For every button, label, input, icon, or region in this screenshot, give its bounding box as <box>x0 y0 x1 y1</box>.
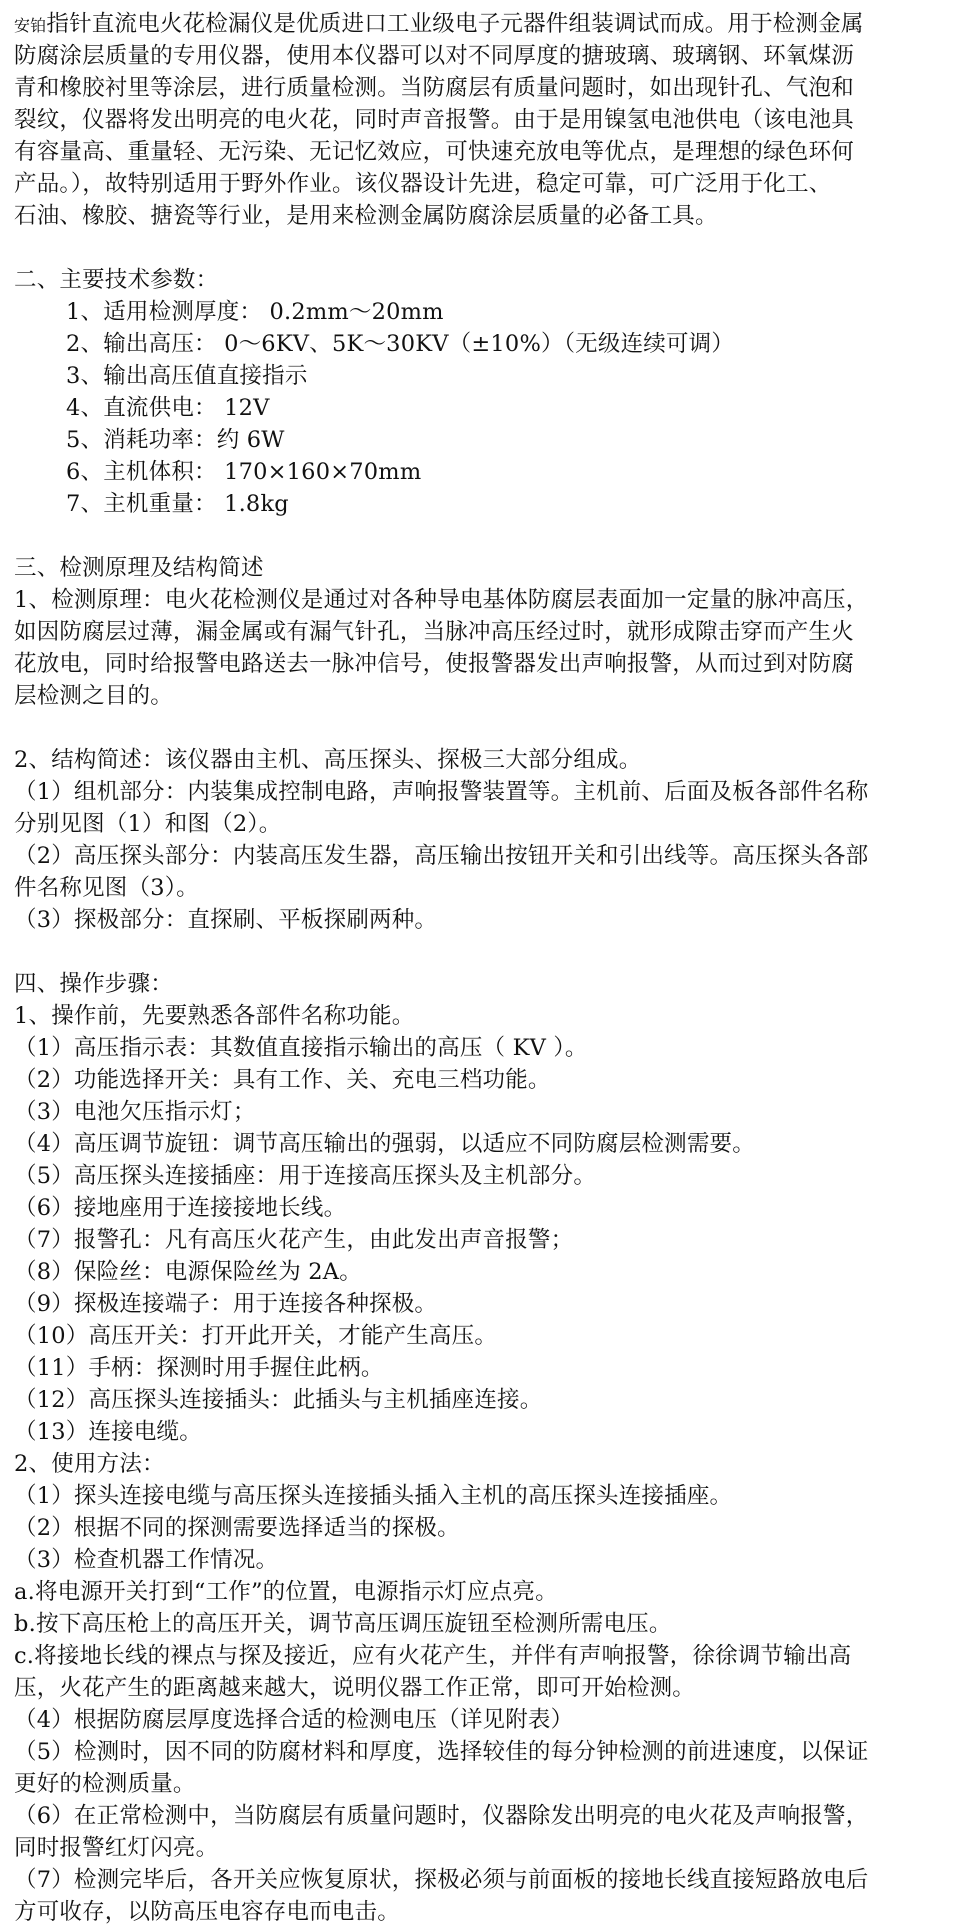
operation-line: （6）在正常检测中，当防腐层有质量问题时，仪器除发出明亮的电火花及声响报警， <box>14 1803 869 1829</box>
section-heading: 三、检测原理及结构简述 <box>14 555 264 581</box>
intro-line: 产品。），故特别适用于野外作业。该仪器设计先进，稳定可靠，可广泛用于化工、 <box>14 171 832 197</box>
structure-line: （3）探极部分：直探刷、平板探刷两种。 <box>14 907 438 933</box>
operation-line: （3）电池欠压指示灯； <box>14 1099 256 1125</box>
operation-line: （1）高压指示表：其数值直接指示输出的高压（ KV ）。 <box>14 1035 588 1061</box>
param-item: 1、适用检测厚度： 0.2mm～20mm <box>66 299 444 325</box>
operation-line: （10）高压开关：打开此开关，才能产生高压。 <box>14 1323 498 1349</box>
param-item: 5、消耗功率：约 6W <box>66 427 285 453</box>
intro-line: 青和橡胶衬里等涂层，进行质量检测。当防腐层有质量问题时，如出现针孔、气泡和 <box>14 75 854 101</box>
operation-line: 2、使用方法： <box>14 1451 165 1477</box>
principle-line: 花放电，同时给报警电路送去一脉冲信号，使报警器发出声响报警，从而过到对防腐 <box>14 651 854 677</box>
intro-line: 防腐涂层质量的专用仪器，使用本仪器可以对不同厚度的搪玻璃、玻璃钢、环氧煤沥 <box>14 43 854 69</box>
intro-line: 裂纹，仪器将发出明亮的电火花，同时声音报警。由于是用镍氢电池供电（该电池具 <box>14 107 854 133</box>
structure-line: 分别见图（1）和图（2）。 <box>14 811 282 837</box>
operation-line: （5）检测时，因不同的防腐材料和厚度，选择较佳的每分钟检测的前进速度，以保证 <box>14 1739 869 1765</box>
operation-line: （5）高压探头连接插座：用于连接高压探头及主机部分。 <box>14 1163 597 1189</box>
operation-line: （13）连接电缆。 <box>14 1419 202 1445</box>
structure-line: （1）组机部分：内装集成控制电路，声响报警装置等。主机前、后面及板各部件名称 <box>14 779 869 805</box>
intro-line <box>14 8 966 40</box>
principle-line: 如因防腐层过薄，漏金属或有漏气针孔，当脉冲高压经过时，就形成隙击穿而产生火 <box>14 619 854 645</box>
spacer <box>14 936 966 968</box>
section-heading: 四、操作步骤： <box>14 971 173 997</box>
section-principle <box>14 552 966 712</box>
spacer <box>14 712 966 744</box>
operation-line: （7）检测完毕后，各开关应恢复原状，探极必须与前面板的接地长线直接短路放电后 <box>14 1867 869 1893</box>
intro-line: 有容量高、重量轻、无污染、无记忆效应，可快速充放电等优点，是理想的绿色环何 <box>14 139 854 165</box>
section-tech-params <box>14 264 966 520</box>
structure-line: 件名称见图（3）。 <box>14 875 199 901</box>
operation-line: a.将电源开关打到“工作”的位置，电源指示灯应点亮。 <box>14 1579 558 1605</box>
operation-line: （1）探头连接电缆与高压探头连接插头插入主机的高压探头连接插座。 <box>14 1483 733 1509</box>
section-structure <box>14 744 966 936</box>
structure-line: （2）高压探头部分：内装高压发生器，高压输出按钮开关和引出线等。高压探头各部 <box>14 843 869 869</box>
param-item: 6、主机体积： 170×160×70mm <box>66 459 422 485</box>
operation-line: （4）根据防腐层厚度选择合适的检测电压（详见附表） <box>14 1707 574 1733</box>
operation-line: 更好的检测质量。 <box>14 1771 196 1797</box>
section-heading: 二、主要技术参数： <box>14 267 219 293</box>
operation-line: 1、操作前，先要熟悉各部件名称功能。 <box>14 1003 415 1029</box>
operation-line: （2）根据不同的探测需要选择适当的探极。 <box>14 1515 460 1541</box>
operation-line: （7）报警孔：凡有高压火花产生，由此发出声音报警； <box>14 1227 574 1253</box>
param-item: 4、直流供电： 12V <box>66 395 270 421</box>
operation-line: （11）手柄：探测时用手握住此柄。 <box>14 1355 384 1381</box>
param-item: 7、主机重量： 1.8kg <box>66 491 289 517</box>
intro-paragraph <box>14 8 966 232</box>
operation-line: 压，火花产生的距离越来越大，说明仪器工作正常，即可开始检测。 <box>14 1675 696 1701</box>
principle-line: 1、检测原理：电火花检测仪是通过对各种导电基体防腐层表面加一定量的脉冲高压， <box>14 587 869 613</box>
operation-line: 方可收存，以防高压电容存电而电击。 <box>14 1899 400 1925</box>
intro-text: 指针直流电火花检漏仪是优质进口工业级电子元器件组装调试而成。用于检测金属 <box>46 11 864 37</box>
operation-line: b.按下高压枪上的高压开关，调节高压调压旋钮至检测所需电压。 <box>14 1611 672 1637</box>
brand-prefix: 安铂 <box>14 16 47 35</box>
section-operation <box>14 968 966 1928</box>
operation-line: （9）探极连接端子：用于连接各种探极。 <box>14 1291 438 1317</box>
operation-line: 同时报警红灯闪亮。 <box>14 1835 219 1861</box>
structure-line: 2、结构简述：该仪器由主机、高压探头、探极三大部分组成。 <box>14 747 642 773</box>
intro-line: 石油、橡胶、搪瓷等行业，是用来检测金属防腐涂层质量的必备工具。 <box>14 203 718 229</box>
operation-line: （12）高压探头连接插头：此插头与主机插座连接。 <box>14 1387 543 1413</box>
operation-line: （2）功能选择开关：具有工作、关、充电三档功能。 <box>14 1067 551 1093</box>
operation-line: （4）高压调节旋钮：调节高压输出的强弱，以适应不同防腐层检测需要。 <box>14 1131 755 1157</box>
spacer <box>14 520 966 552</box>
operation-line: （3）检查机器工作情况。 <box>14 1547 279 1573</box>
param-item: 3、输出高压值直接指示 <box>66 363 308 389</box>
operation-line: （8）保险丝：电源保险丝为 2A。 <box>14 1259 362 1285</box>
operation-line: c.将接地长线的裸点与探及接近，应有火花产生，并伴有声响报警，徐徐调节输出高 <box>14 1643 852 1669</box>
operation-line: （6）接地座用于连接接地长线。 <box>14 1195 347 1221</box>
param-item: 2、输出高压： 0～6KV、5K～30KV（±10%）（无级连续可调） <box>66 331 735 357</box>
spacer <box>14 232 966 264</box>
principle-line: 层检测之目的。 <box>14 683 173 709</box>
